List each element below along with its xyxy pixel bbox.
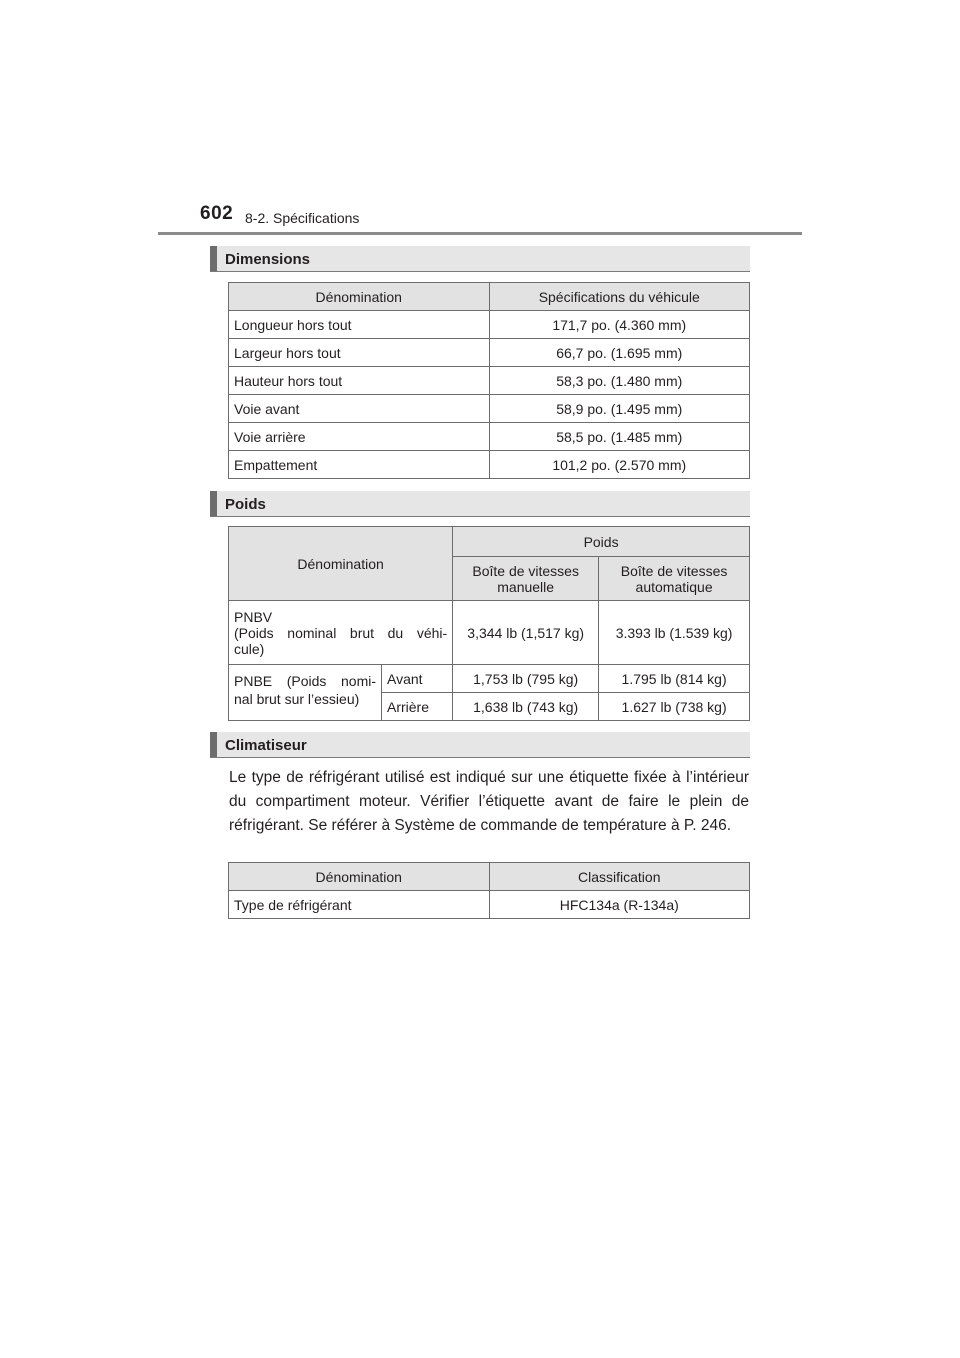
pnbv-label-line3: cule): [234, 640, 265, 657]
col-header-name: Dénomination: [229, 527, 453, 601]
col-header-poids: Poids: [453, 527, 750, 557]
col-header-name: Dénomination: [229, 283, 490, 311]
table-row: [229, 601, 750, 665]
section-title: Poids: [225, 496, 266, 513]
pnbe-label-line1: PNBE (Poids nomi-: [234, 673, 376, 689]
col-header-name: Dénomination: [229, 863, 490, 891]
table-row: [229, 395, 750, 423]
row-value: 58,3 po. (1.480 mm): [489, 367, 750, 395]
section-title: Climatiseur: [225, 737, 307, 754]
section-climatiseur: [210, 732, 750, 758]
row-name: Voie avant: [229, 395, 490, 423]
section-accent: [210, 732, 217, 757]
col-header-spec: Spécifications du véhicule: [489, 283, 750, 311]
table-row: [229, 367, 750, 395]
row-name: Hauteur hors tout: [229, 367, 490, 395]
pnbe-label-line2: nal brut sur l’essieu): [234, 691, 360, 707]
row-value: 58,9 po. (1.495 mm): [489, 395, 750, 423]
pnbv-manual: 3,344 lb (1,517 kg): [453, 601, 599, 665]
section-accent: [210, 491, 217, 516]
section-poids: [210, 491, 750, 517]
climatiseur-table: [228, 862, 750, 919]
row-value: HFC134a (R-134a): [489, 891, 750, 919]
row-value: 66,7 po. (1.695 mm): [489, 339, 750, 367]
row-name: Largeur hors tout: [229, 339, 490, 367]
table-row: [229, 339, 750, 367]
header-rule: [158, 232, 802, 235]
rear-label: Arrière: [382, 693, 453, 721]
table-row: [229, 665, 750, 693]
table-row: [229, 423, 750, 451]
rear-manual: 1,638 lb (743 kg): [453, 693, 599, 721]
section-dimensions: [210, 246, 750, 272]
table-row: [229, 891, 750, 919]
row-name: Longueur hors tout: [229, 311, 490, 339]
col-header-manual: Boîte de vitesses manuelle: [453, 557, 599, 601]
row-name: Empattement: [229, 451, 490, 479]
pnbv-label-line1: PNBV: [234, 608, 273, 625]
table-row: [229, 311, 750, 339]
row-value: 101,2 po. (2.570 mm): [489, 451, 750, 479]
pnbv-label-line2: (Poids nominal brut du véhi-: [234, 624, 448, 641]
section-title: Dimensions: [225, 251, 311, 268]
chapter-title: 8-2. Spécifications: [245, 210, 360, 226]
pnbe-label: [229, 665, 382, 721]
row-value: 58,5 po. (1.485 mm): [489, 423, 750, 451]
row-value: 171,7 po. (4.360 mm): [489, 311, 750, 339]
pnbv-auto: 3.393 lb (1.539 kg): [599, 601, 750, 665]
section-accent: [210, 246, 217, 271]
dimensions-table: [228, 282, 750, 479]
row-name: Voie arrière: [229, 423, 490, 451]
col-header-classification: Classification: [489, 863, 750, 891]
front-auto: 1.795 lb (814 kg): [599, 665, 750, 693]
col-header-auto: Boîte de vitesses automatique: [599, 557, 750, 601]
front-label: Avant: [382, 665, 453, 693]
poids-table: [228, 526, 750, 721]
rear-auto: 1.627 lb (738 kg): [599, 693, 750, 721]
table-row: [229, 451, 750, 479]
front-manual: 1,753 lb (795 kg): [453, 665, 599, 693]
page-number: 602: [200, 203, 234, 224]
row-name: Type de réfrigérant: [229, 891, 490, 919]
pnbv-label: [229, 601, 453, 665]
climatiseur-paragraph: Le type de réfrigérant utilisé est indiqué sur une étiquette fixée à l’intérieur du compartiment moteur. Vérifier l’étiquette avant de faire le plein de réfrigérant. Se référer à Système de commande de température à P. 246.: [229, 769, 749, 834]
